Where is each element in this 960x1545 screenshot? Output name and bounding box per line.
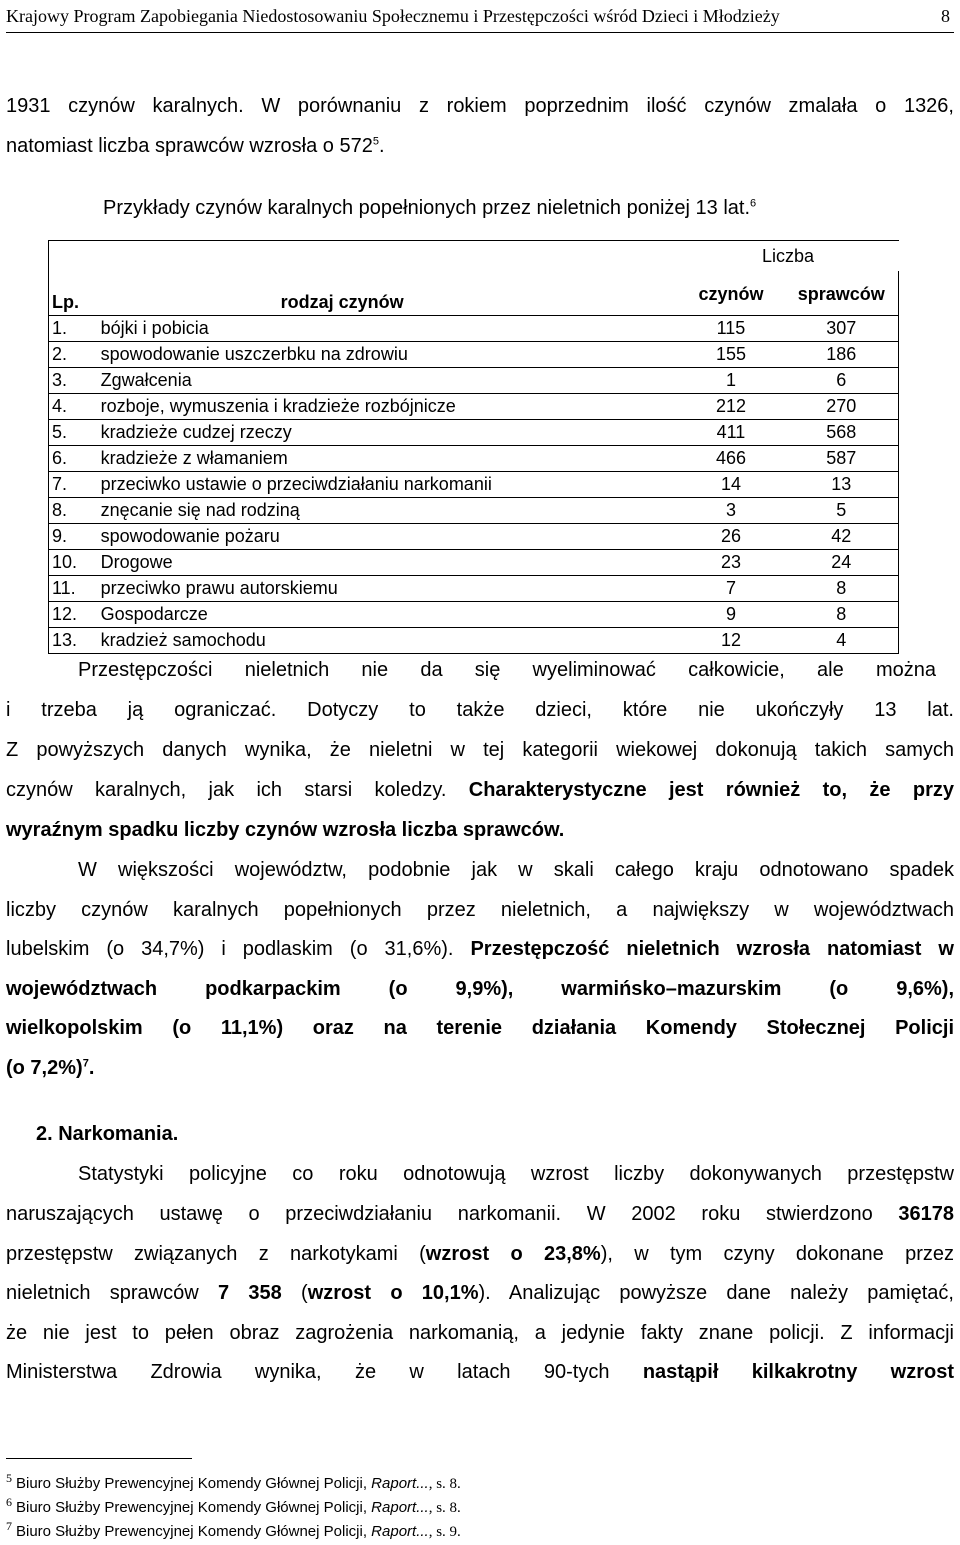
para2-line-3: lubelskim (o 34,7%) i podlaskim (o 31,6%). Przestępczość nieletnich wzrosła natomiast w xyxy=(6,938,954,960)
row-lp: 5. xyxy=(49,420,101,446)
row-perpetrators: 4 xyxy=(784,628,898,654)
table-row xyxy=(49,368,899,394)
row-lp: 7. xyxy=(49,472,101,498)
row-lp: 6. xyxy=(49,446,101,472)
section-heading: 2. Narkomania. xyxy=(36,1123,179,1145)
para1-line-5: wyraźnym spadku liczby czynów wzrosła liczba sprawców. xyxy=(6,819,565,841)
row-kind: przeciwko ustawie o przeciwdziałaniu narkomanii xyxy=(101,472,678,498)
table-row xyxy=(49,342,899,368)
row-perpetrators: 42 xyxy=(784,524,898,550)
header-title: Krajowy Program Zapobiegania Niedostosowaniu Społecznemu i Przestępczości wśród Dzieci i Młodzieży xyxy=(6,6,780,26)
row-acts: 12 xyxy=(678,628,785,654)
intro-period: . xyxy=(378,135,385,157)
row-acts: 466 xyxy=(678,446,785,472)
row-kind: kradzieże z włamaniem xyxy=(101,446,678,472)
para3-line-3: przestępstw związanych z narkotykami (wzrost o 23,8%), w tym czyny dokonane przez xyxy=(6,1243,954,1265)
col-header-kind: rodzaj czynów xyxy=(101,271,678,316)
para2-line-5: wielkopolskim (o 11,1%) oraz na terenie działania Komendy Stołecznej Policji xyxy=(6,1017,954,1039)
para2-line-1: W większości województw, podobnie jak w skali całego kraju odnotowano spadek xyxy=(78,859,954,881)
row-acts: 26 xyxy=(678,524,785,550)
page-number: 8 xyxy=(941,6,950,26)
para2-line-4: województwach podkarpackim (o 9,9%), warmińsko–mazurskim (o 9,6%), xyxy=(6,978,954,1000)
para2-line-2: liczby czynów karalnych popełnionych przez nieletnich, a największy w województwach xyxy=(6,899,954,921)
table-row xyxy=(49,628,899,654)
table-row xyxy=(49,550,899,576)
row-acts: 7 xyxy=(678,576,785,602)
row-kind: spowodowanie uszczerbku na zdrowiu xyxy=(101,342,678,368)
row-kind: Zgwałcenia xyxy=(101,368,678,394)
footnote-separator xyxy=(6,1458,192,1459)
offenses-table xyxy=(48,240,899,654)
row-perpetrators: 587 xyxy=(784,446,898,472)
row-perpetrators: 8 xyxy=(784,576,898,602)
row-kind: kradzież samochodu xyxy=(101,628,678,654)
row-lp: 3. xyxy=(49,368,101,394)
row-lp: 9. xyxy=(49,524,101,550)
table-row xyxy=(49,394,899,420)
row-acts: 115 xyxy=(678,316,785,342)
para3-line-6: Ministerstwa Zdrowia wynika, że w latach 90-tych nastąpił kilkakrotny wzrost xyxy=(6,1361,954,1383)
row-kind: znęcanie się nad rodziną xyxy=(101,498,678,524)
row-lp: 8. xyxy=(49,498,101,524)
row-perpetrators: 6 xyxy=(784,368,898,394)
para2-line-6: (o 7,2%)$^7$. xyxy=(6,1057,95,1079)
page-header xyxy=(6,2,954,33)
row-lp: 2. xyxy=(49,342,101,368)
footnote-ref-6: 6 xyxy=(750,197,757,210)
footnote-7: $^7$ Biuro Służby Prewencyjnej Komendy Głównej Policji, Raport..., s. 9. xyxy=(6,1519,461,1540)
row-lp: 4. xyxy=(49,394,101,420)
row-perpetrators: 8 xyxy=(784,602,898,628)
footnote-5: $^5$ Biuro Służby Prewencyjnej Komendy Głównej Policji, Raport..., s. 8. xyxy=(6,1471,461,1492)
row-lp: 13. xyxy=(49,628,101,654)
row-kind: spowodowanie pożaru xyxy=(101,524,678,550)
row-perpetrators: 24 xyxy=(784,550,898,576)
table-row xyxy=(49,524,899,550)
intro-line-2 xyxy=(6,132,954,160)
para1-line-2: i trzeba ją ograniczać. Dotyczy to także dzieci, które nie ukończyły 13 lat. xyxy=(6,699,954,721)
row-acts: 14 xyxy=(678,472,785,498)
para1-line-3: Z powyższych danych wynika, że nieletni w tej kategorii wiekowej dokonują takich samych xyxy=(6,739,954,761)
row-perpetrators: 186 xyxy=(784,342,898,368)
table-header-row-2 xyxy=(49,271,899,316)
row-kind: Gospodarcze xyxy=(101,602,678,628)
row-perpetrators: 13 xyxy=(784,472,898,498)
table-row xyxy=(49,472,899,498)
row-acts: 3 xyxy=(678,498,785,524)
table-row xyxy=(49,420,899,446)
row-lp: 12. xyxy=(49,602,101,628)
row-lp: 10. xyxy=(49,550,101,576)
caption-text: Przykłady czynów karalnych popełnionych przez nieletnich poniżej 13 lat. xyxy=(103,197,751,219)
row-lp: 1. xyxy=(49,316,101,342)
row-acts: 212 xyxy=(678,394,785,420)
table-row xyxy=(49,446,899,472)
row-kind: przeciwko prawu autorskiemu xyxy=(101,576,678,602)
intro-line-1: 1931 czynów karalnych. W porównaniu z rokiem poprzednim ilość czynów zmalała o 1326, xyxy=(6,95,954,117)
row-acts: 155 xyxy=(678,342,785,368)
col-header-lp: Lp. xyxy=(49,271,101,316)
row-acts: 9 xyxy=(678,602,785,628)
row-perpetrators: 307 xyxy=(784,316,898,342)
row-lp: 11. xyxy=(49,576,101,602)
footnote-6: $^6$ Biuro Służby Prewencyjnej Komendy Głównej Policji, Raport..., s. 8. xyxy=(6,1495,461,1516)
intro-text: natomiast liczba sprawców wzrosła o 572 xyxy=(6,135,373,157)
row-kind: kradzieże cudzej rzeczy xyxy=(101,420,678,446)
row-perpetrators: 568 xyxy=(784,420,898,446)
row-perpetrators: 270 xyxy=(784,394,898,420)
table-header-row-1 xyxy=(49,241,899,272)
table-row xyxy=(49,576,899,602)
row-kind: Drogowe xyxy=(101,550,678,576)
group-header-liczba: Liczba xyxy=(761,245,815,266)
para1-line-4: czynów karalnych, jak ich starsi koledzy. Charakterystyczne jest również to, że przy xyxy=(6,779,954,801)
para3-line-1: Statystyki policyjne co roku odnotowują wzrost liczby dokonywanych przestępstw xyxy=(78,1163,954,1185)
table-caption xyxy=(103,194,756,222)
footnote-ref-7: 7 xyxy=(82,1057,89,1070)
table-row xyxy=(49,498,899,524)
row-acts: 23 xyxy=(678,550,785,576)
table-row xyxy=(49,316,899,342)
para3-line-2: naruszających ustawę o przeciwdziałaniu narkomanii. W 2002 roku stwierdzono 36178 xyxy=(6,1203,955,1225)
row-perpetrators: 5 xyxy=(784,498,898,524)
col-header-acts: czynów xyxy=(678,271,785,316)
col-header-perpetrators: sprawców xyxy=(784,271,898,316)
row-acts: 1 xyxy=(678,368,785,394)
footnote-ref-5: 5 xyxy=(372,135,379,148)
para3-line-4: nieletnich sprawców 7 358 (wzrost o 10,1%). Analizując powyższe dane należy pamiętać, xyxy=(6,1282,954,1304)
row-kind: rozboje, wymuszenia i kradzieże rozbójnicze xyxy=(101,394,678,420)
row-kind: bójki i pobicia xyxy=(101,316,678,342)
para1-line-1: Przestępczości nieletnich nie da się wyeliminować całkowicie, ale można xyxy=(78,659,936,681)
para3-line-5: że nie jest to pełen obraz zagrożenia narkomanią, a jedynie fakty znane policji. Z informacji xyxy=(6,1322,954,1344)
table-row xyxy=(49,602,899,628)
row-acts: 411 xyxy=(678,420,785,446)
